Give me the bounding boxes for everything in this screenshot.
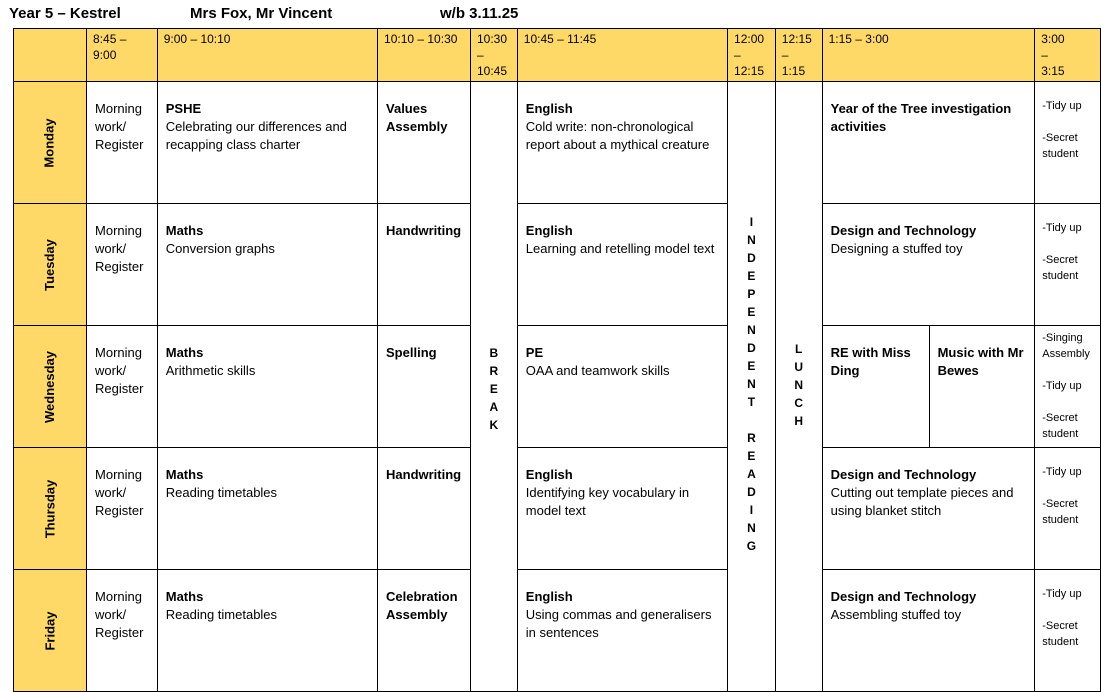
register-cell: Morning work/ Register xyxy=(87,82,158,204)
lesson-cell: Handwriting xyxy=(378,448,471,570)
register-cell: Morning work/ Register xyxy=(87,326,158,448)
time-header-row xyxy=(14,29,1101,82)
lesson-cell: Design and Technology Assembling stuffed toy xyxy=(822,570,1035,692)
register-cell: Morning work/ Register xyxy=(87,570,158,692)
time-slot-1: 8:45 – 9:00 xyxy=(87,29,158,82)
day-label: Thursday xyxy=(14,448,87,570)
lesson-cell: PE OAA and teamwork skills xyxy=(517,326,727,448)
day-label: Monday xyxy=(14,82,87,204)
lesson-cell-music: Music with Mr Bewes xyxy=(929,326,1035,448)
end-of-day-cell: -Singing Assembly -Tidy up -Secret student xyxy=(1035,326,1101,448)
row-thursday xyxy=(14,448,1101,570)
time-slot-end: 3:00 – 3:15 xyxy=(1035,29,1101,82)
teachers-label: Mrs Fox, Mr Vincent xyxy=(190,5,333,22)
end-of-day-cell: -Tidy up -Secret student xyxy=(1035,204,1101,326)
lesson-cell: Maths Arithmetic skills xyxy=(157,326,377,448)
lunch-column: L U N C H xyxy=(775,82,822,692)
end-of-day-cell: -Tidy up -Secret student xyxy=(1035,448,1101,570)
lesson-cell: Handwriting xyxy=(378,204,471,326)
lesson-cell: Design and Technology Cutting out template pieces and using blanket stitch xyxy=(822,448,1035,570)
time-slot-lunch: 12:15 – 1:15 xyxy=(775,29,822,82)
time-slot-2: 9:00 – 10:10 xyxy=(157,29,377,82)
row-wednesday xyxy=(14,326,1101,448)
day-label: Tuesday xyxy=(14,204,87,326)
day-label: Wednesday xyxy=(14,326,87,448)
lesson-cell: Celebration Assembly xyxy=(378,570,471,692)
lesson-cell: Values Assembly xyxy=(378,82,471,204)
class-title: Year 5 – Kestrel xyxy=(9,5,121,22)
row-tuesday xyxy=(14,204,1101,326)
time-slot-3: 10:10 – 10:30 xyxy=(378,29,471,82)
timetable xyxy=(13,28,1101,692)
day-label: Friday xyxy=(14,570,87,692)
lesson-cell-re: RE with Miss Ding xyxy=(822,326,929,448)
independent-reading-column: I N D E P E N D E N T R E A D I N G xyxy=(728,82,776,692)
row-monday xyxy=(14,82,1101,204)
lesson-cell: Year of the Tree investigation activities xyxy=(822,82,1035,204)
corner-cell xyxy=(14,29,87,82)
lesson-cell: Maths Reading timetables xyxy=(157,570,377,692)
lesson-cell: English Identifying key vocabulary in model text xyxy=(517,448,727,570)
end-of-day-cell: -Tidy up -Secret student xyxy=(1035,82,1101,204)
lesson-cell: English Cold write: non-chronological report about a mythical creature xyxy=(517,82,727,204)
time-slot-5: 1:15 – 3:00 xyxy=(822,29,1035,82)
lesson-cell: Spelling xyxy=(378,326,471,448)
lesson-cell: Design and Technology Designing a stuffed toy xyxy=(822,204,1035,326)
register-cell: Morning work/ Register xyxy=(87,204,158,326)
time-slot-reading: 12:00 – 12:15 xyxy=(728,29,776,82)
lesson-cell: Maths Reading timetables xyxy=(157,448,377,570)
end-of-day-cell: -Tidy up -Secret student xyxy=(1035,570,1101,692)
lesson-cell: English Using commas and generalisers in sentences xyxy=(517,570,727,692)
break-column: B R E A K xyxy=(470,82,517,692)
time-slot-break: 10:30 – 10:45 xyxy=(470,29,517,82)
register-cell: Morning work/ Register xyxy=(87,448,158,570)
week-label: w/b 3.11.25 xyxy=(440,5,519,22)
lesson-cell: English Learning and retelling model text xyxy=(517,204,727,326)
lesson-cell: Maths Conversion graphs xyxy=(157,204,377,326)
lesson-cell: PSHE Celebrating our differences and recapping class charter xyxy=(157,82,377,204)
time-slot-4: 10:45 – 11:45 xyxy=(517,29,727,82)
row-friday xyxy=(14,570,1101,692)
